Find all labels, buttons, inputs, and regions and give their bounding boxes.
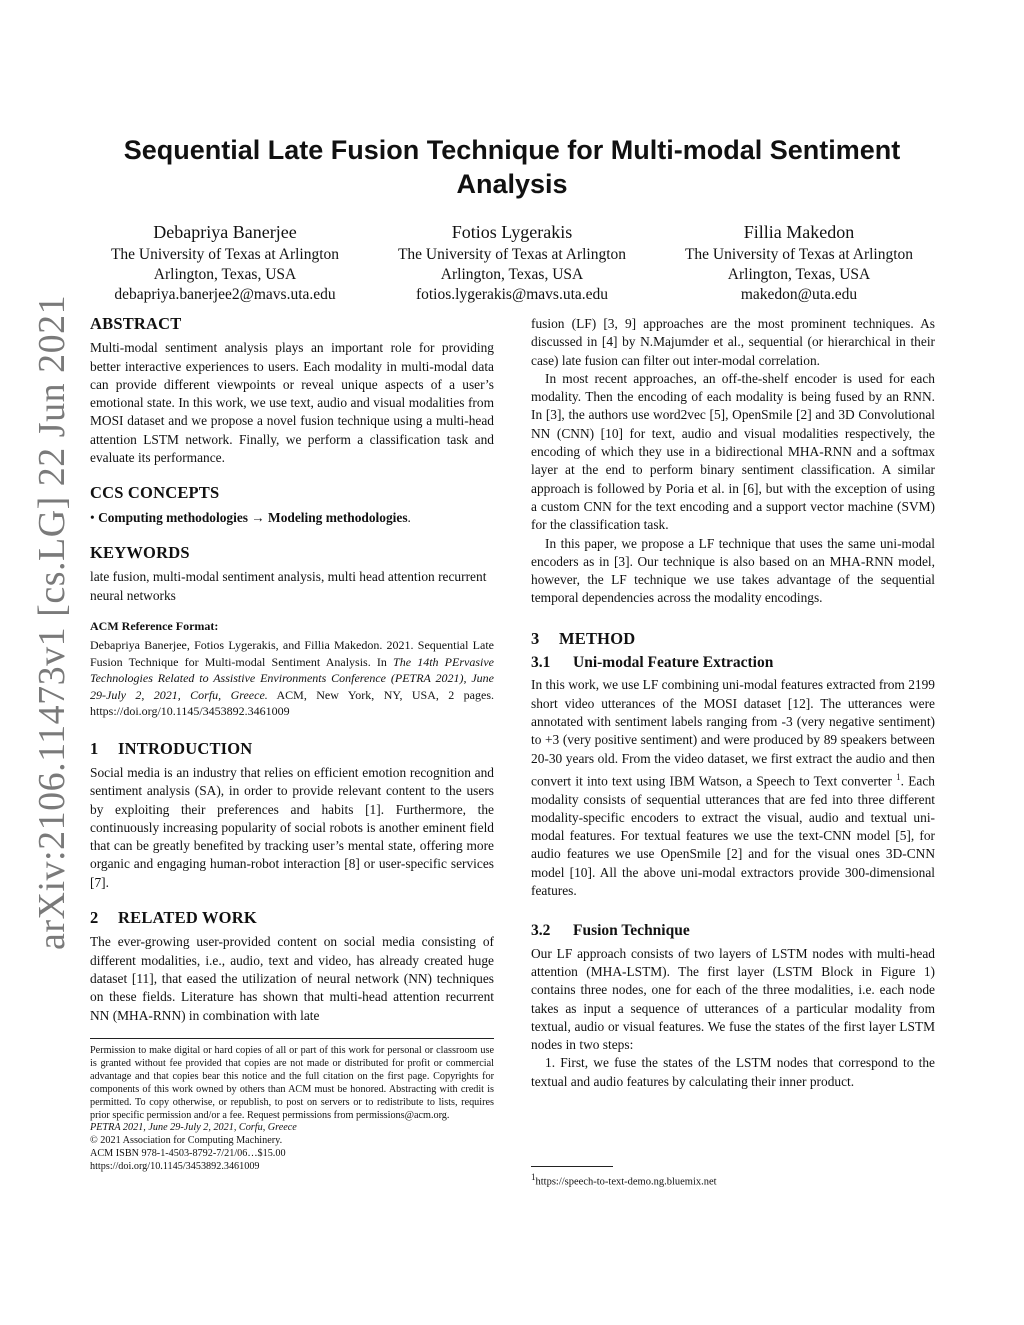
right-column — [531, 315, 935, 1091]
left-column — [90, 315, 494, 1025]
author-affiliation: The University of Texas at Arlington — [397, 246, 627, 263]
author-location: Arlington, Texas, USA — [440, 266, 584, 283]
author — [377, 220, 647, 305]
list-item: 1. First, we fuse the states of the LSTM nodes that correspond to the textual and audio features by calculating their inner product. — [531, 1055, 935, 1089]
isbn: ACM ISBN 978-1-4503-8792-7/21/06…$15.00 — [90, 1148, 286, 1160]
section-heading — [90, 740, 494, 758]
author-location: Arlington, Texas, USA — [727, 266, 871, 283]
paragraph: In this paper, we propose a LF technique that uses the same uni-modal encoders as in [3]. Our technique is also based on an MHA-RNN model, however, the LF technique we use takes advantage of the sequential temporal dependencies across the modality encodings. — [531, 535, 935, 606]
section-number: 3 — [531, 628, 540, 648]
paragraph — [531, 676, 935, 900]
section-title: METHOD — [559, 628, 636, 648]
ccs-bullet: • — [90, 509, 95, 525]
author-affiliation: The University of Texas at Arlington — [110, 246, 340, 263]
ccs-concepts — [90, 509, 494, 527]
paragraph: Our LF approach consists of two layers of LSTM nodes with multi-head attention (MHA-LSTM). The first layer (LSTM Block in Figure 1) contains three nodes, one for each of the three modalities, i.e. each node takes as input a sequence of utterances of a particular modality from textual, audio or visual features. We fuse the states of the first layer LSTM nodes in two steps: — [531, 945, 935, 1053]
author-affiliation: The University of Texas at Arlington — [684, 246, 914, 263]
acm-ref-part: Debapriya Banerjee, Fotios Lygerakis, and Fillia Makedon. 2021. Sequential Late Fusion Technique for Multi-modal Sentiment Analysis. In — [90, 638, 494, 669]
footnote-marker[interactable]: 1 — [896, 771, 901, 782]
arxiv-stamp-text: arXiv:2106.11473v1 [cs.LG] 22 Jun 2021 — [31, 294, 73, 950]
intro-text: Social media is an industry that relies on efficient emotion recognition and sentiment analysis (SA), in order to provide relevant content to the users by exploiting their preferences and habits [1]. Furthermore, the continuously increasing popularity of social robots is another eminent field that can be greatly benefited by tracking user’s mental state, offering more organic and engaging human-robot interaction [8] or user-specific services [7]. — [90, 764, 494, 890]
author — [664, 220, 934, 305]
ccs-period: . — [407, 509, 411, 525]
copyright: © 2021 Association for Computing Machinery. — [90, 1135, 283, 1147]
paper-title: Sequential Late Fusion Technique for Multi-modal Sentiment Analysis — [123, 135, 901, 199]
subsection-title: Fusion Technique — [573, 922, 690, 940]
subsection-heading — [531, 654, 935, 672]
ccs-text: Computing methodologies → Modeling methodologies — [98, 509, 408, 525]
section-title: RELATED WORK — [118, 908, 257, 928]
footnote-text — [531, 1171, 935, 1189]
author-location: Arlington, Texas, USA — [153, 266, 297, 283]
subsection-number: 3.2 — [531, 922, 551, 940]
footnote-number: 1 — [531, 1172, 536, 1182]
acm-ref-text — [90, 637, 494, 720]
section-title: INTRODUCTION — [118, 738, 253, 758]
abstract-heading: ABSTRACT — [90, 314, 182, 333]
keywords-heading: KEYWORDS — [90, 542, 190, 562]
doi-link[interactable]: https://doi.org/10.1145/3453892.3461009 — [90, 1161, 260, 1173]
abstract-text: Multi-modal sentiment analysis plays an important role for providing better interactive experiences to users. Each modality in multi-modal data can provide different viewpoints or reveal unique aspects of a user’s emotional state. In this work, we use text, audio and visual modalities from MOSI dataset and we propose a novel fusion technique using a multi-head attention LSTM network. Finally, we perform a classification task and evaluate its performance. — [90, 340, 494, 466]
ccs-heading: CCS CONCEPTS — [90, 483, 220, 503]
section-heading — [531, 630, 935, 648]
footnote-rule — [531, 1166, 613, 1167]
paragraph: fusion (LF) [3, 9] approaches are the most prominent techniques. As discussed in [4] by N.Majumder et al., sequential (or hierarchical in their case) late fusion can filter out inter-modal correlation. — [531, 316, 935, 368]
section-number: 1 — [90, 738, 99, 758]
acm-ref-venue: The 14th PErvasive Technologies Related to Assistive Environments Conference (PETRA 2021), June 29-July 2, 2021, Corfu, Greece. — [90, 654, 494, 702]
text-part: . Each modality consists of sequential utterances that are fed into three different modality-specific encoders to extract the visual, audio and textual uni-modal features. For textual features we use the text-CNN model [5], for audio features we use OpenSmile [2] and for the visual ones 3D-CNN model [10]. All the above uni-modal extractors provide 300-dimensional features. — [531, 773, 935, 899]
text-part: In this work, we use LF combining uni-modal features extracted from 2199 short video utterances of the MOSI dataset [12]. The utterances were annotated with sentiment labels ranging from -3 (very negative sentiment) to +3 (very positive sentiment) and were produced by 89 speakers between 20-30 years old. From the video dataset, we first extract the audio and then convert it into text using IBM Watson, a Speech to Text converter — [531, 677, 935, 789]
permission-venue: PETRA 2021, June 29-July 2, 2021, Corfu, Greece — [90, 1122, 297, 1134]
author-email[interactable]: makedon@uta.edu — [740, 286, 858, 303]
permission-block — [90, 1038, 494, 1174]
author-name: Fillia Makedon — [743, 222, 855, 242]
paragraph: In most recent approaches, an off-the-shelf encoder is used for each modality. Then the encoding of each modality is being fused by an RNN. In [3], the authors use word2vec [5], OpenSmile [2] and 3D Convolutional NN (CNN) [10] for text, audio and visual modalities respectively, the encoding of which they use in a bidirectional MHA-RNN and a softmax layer at the end to perform binary sentiment classification. A similar approach is followed by Poria et al. in [6], but with the exception of using a custom CNN for the text encoding and a support vector machine (SVM) for the classification task. — [531, 370, 935, 533]
author — [90, 220, 360, 305]
author-name: Debapriya Banerjee — [153, 222, 297, 242]
footnote-url[interactable]: https://speech-to-text-demo.ng.bluemix.net — [535, 1176, 717, 1188]
acm-ref-heading: ACM Reference Format: — [90, 618, 219, 633]
author-email[interactable]: debapriya.banerjee2@mavs.uta.edu — [114, 286, 336, 303]
author-block — [90, 220, 934, 305]
acm-ref-part: ACM, New York, NY, USA, 2 pages. https://doi.org/10.1145/3453892.3461009 — [90, 687, 494, 719]
keywords-text: late fusion, multi-modal sentiment analysis, multi head attention recurrent neural networks — [90, 569, 487, 603]
arxiv-stamp — [18, 294, 78, 950]
section-number: 2 — [90, 908, 99, 928]
subsection-number: 3.1 — [531, 654, 551, 672]
subsection-heading — [531, 922, 935, 940]
section-heading — [90, 909, 494, 927]
subsection-title: Uni-modal Feature Extraction — [573, 654, 774, 672]
footnote-rule — [90, 1038, 494, 1039]
author-name: Fotios Lygerakis — [451, 222, 573, 242]
footnote — [531, 1166, 935, 1189]
author-email[interactable]: fotios.lygerakis@mavs.uta.edu — [415, 286, 609, 303]
related-text: The ever-growing user-provided content on social media consisting of different modalities, i.e., audio, text and video, has already created huge dataset [11], that eased the utilization of neural network (NN) techniques on these fields. Literature has shown that multi-head attention recurrent NN (MHA-RNN) in combination with late — [90, 934, 494, 1023]
permission-text: Permission to make digital or hard copies of all or part of this work for personal or classroom use is granted without fee provided that copies are not made or distributed for profit or commercial advantage and that copies bear this notice and the full citation on the first page. Copyrights for components of this work owned by others than ACM must be honored. Abstracting with credit is permitted. To copy otherwise, or republish, to post on servers or to redistribute to lists, requires prior specific permission and/or a fee. Request permissions from permissions@acm.org. — [90, 1045, 494, 1121]
acm-reference — [90, 617, 494, 720]
